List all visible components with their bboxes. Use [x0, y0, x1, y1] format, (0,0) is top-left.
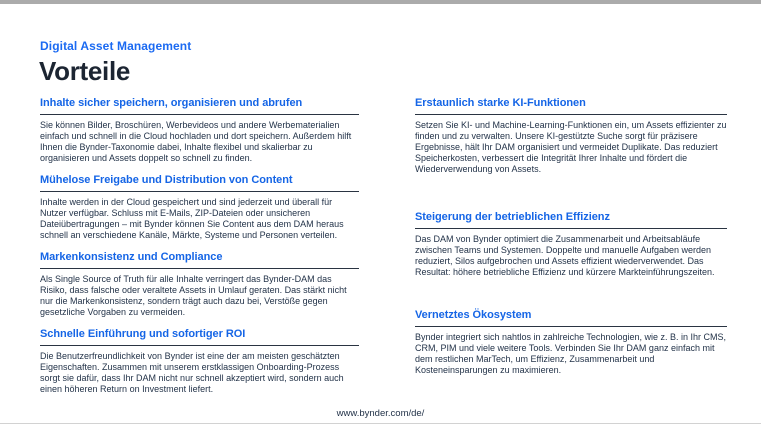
section-body-text: Inhalte werden in der Cloud gespeichert und sind jederzeit und überall für Nutzer verfügbar. Schluss mit E-Mails, ZIP-Dateien oder unsicheren Dateiübertragungen – mit Bynder können Sie Content aus dem DAM heraus schnell an verschiedene Kanäle, Märkte, Systeme und Personen verteilen.: [40, 197, 344, 240]
top-edge-bar: [0, 0, 761, 4]
benefit-section: [40, 251, 359, 318]
bottom-edge-rule: [0, 423, 761, 424]
section-heading: Mühelose Freigabe und Distribution von Content: [40, 174, 293, 186]
section-body-text: Als Single Source of Truth für alle Inhalte verringert das Bynder-DAM das Risiko, dass falsche oder veraltete Assets in Umlauf geraten. Das stärkt nicht nur die Markenkonsistenz, sondern trägt auch dazu bei, Verstöße gegen gesetzliche Vorgaben zu vermeiden.: [40, 274, 347, 317]
benefit-section: [415, 97, 727, 175]
section-body-text: Sie können Bilder, Broschüren, Werbevideos und andere Werbematerialien einfach und schnell in die Cloud hochladen und dort speichern. Außerdem hilft Ihnen die Bynder-Taxonomie dabei, Inhalte flexibel und skalierbar zu organisieren und Assets doppelt so schnell zu finden.: [40, 120, 352, 163]
heading-divider: [415, 326, 727, 327]
heading-divider: [415, 114, 727, 115]
section-body-text: Setzen Sie KI- und Machine-Learning-Funktionen ein, um Assets effizienter zu finden und zu verwalten. Unsere KI-gestützte Suche sorgt für präzisere Ergebnisse, hält Ihr DAM organisiert und vermeidet Duplikate. Das reduziert Speicherkosten, verbessert die Integrität Ihrer Inhalte und fördert die Wiederverwendung von Assets.: [415, 120, 727, 174]
right-column: [415, 97, 727, 376]
heading-divider: [40, 268, 359, 269]
benefit-section: [40, 97, 359, 164]
page-title: Vorteile: [39, 56, 131, 86]
section-heading: Erstaunlich starke KI-Funktionen: [415, 97, 586, 109]
benefit-section: [40, 328, 359, 395]
section-body-text: Das DAM von Bynder optimiert die Zusammenarbeit und Arbeitsabläufe zwischen Teams und Systemen. Doppelte und manuelle Aufgaben werden reduziert, Silos aufgebrochen und Assets effizient wiederverwendet. Das Resultat: höhere betriebliche Effizienz und kürzere Markteinführungszeiten.: [415, 234, 715, 277]
heading-divider: [40, 191, 359, 192]
heading-divider: [40, 345, 359, 346]
section-heading: Schnelle Einführung und sofortiger ROI: [40, 328, 246, 340]
heading-divider: [40, 114, 359, 115]
benefit-section: [40, 174, 359, 241]
footer-website-link[interactable]: www.bynder.com/de/: [336, 408, 425, 419]
section-body-text: Die Benutzerfreundlichkeit von Bynder ist eine der am meisten geschätzten Eigenschaften. Zusammen mit unserem erstklassigen Onboarding-Prozess sorgt sie dafür, dass Ihr DAM nicht nur schnell akzeptiert wird, sondern auch einen höheren Return on Investment liefert.: [40, 351, 344, 394]
section-heading: Inhalte sicher speichern, organisieren und abrufen: [40, 97, 303, 109]
section-heading: Markenkonsistenz und Compliance: [40, 251, 223, 263]
heading-divider: [415, 228, 727, 229]
benefit-section: [415, 309, 727, 376]
eyebrow-label: Digital Asset Management: [40, 39, 192, 53]
section-heading: Vernetztes Ökosystem: [415, 309, 532, 321]
left-column: [40, 97, 359, 395]
section-body-text: Bynder integriert sich nahtlos in zahlreiche Technologien, wie z. B. in Ihr CMS, CRM, PIM und viele weitere Tools. Verbinden Sie Ihr DAM ganz einfach mit dem restlichen MarTech, um Effizienz, Zusammenarbeit und Kosteneinsparungen zu maximieren.: [415, 332, 726, 375]
benefit-section: [415, 211, 727, 278]
section-heading: Steigerung der betrieblichen Effizienz: [415, 211, 610, 223]
